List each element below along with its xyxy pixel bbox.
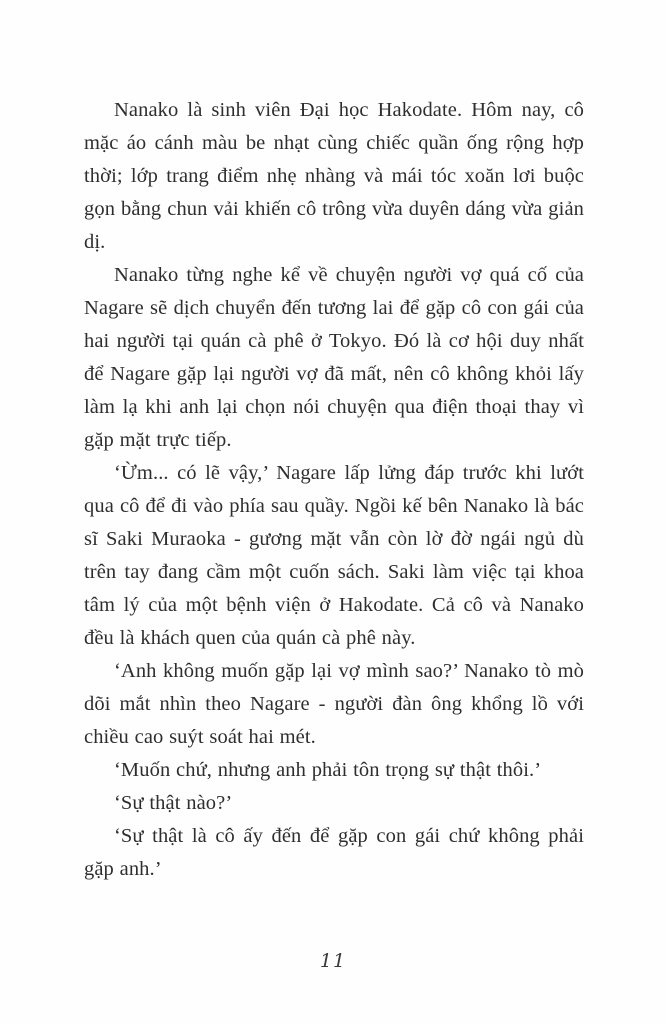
paragraph: Nanako từng nghe kể về chuyện người vợ quá cố của Nagare sẽ dịch chuyển đến tương lai để gặp cô con gái của hai người tại quán cà phê ở Tokyo. Đó là cơ hội duy nhất để Nagare gặp lại người vợ đã mất, nên cô không khỏi lấy làm lạ khi anh lại chọn nói chuyện qua điện thoại thay vì gặp mặt trực tiếp. <box>84 264 584 451</box>
paragraph: Nanako là sinh viên Đại học Hakodate. Hôm nay, cô mặc áo cánh màu be nhạt cùng chiếc quần ống rộng hợp thời; lớp trang điểm nhẹ nhàng và mái tóc xoăn lơi buộc gọn bằng chun vải khiến cô trông vừa duyên dáng vừa giản dị. <box>84 99 584 253</box>
page-text <box>84 94 584 886</box>
page-number: 11 <box>319 950 347 972</box>
paragraph: ‘Sự thật là cô ấy đến để gặp con gái chứ không phải gặp anh.’ <box>84 825 584 880</box>
paragraph: ‘Anh không muốn gặp lại vợ mình sao?’ Nanako tò mò dõi mắt nhìn theo Nagare - người đàn ông khổng lồ với chiều cao suýt soát hai mét. <box>84 660 584 748</box>
paragraph: ‘Muốn chứ, nhưng anh phải tôn trọng sự thật thôi.’ <box>114 759 542 781</box>
paragraph: ‘Ừm... có lẽ vậy,’ Nagare lấp lửng đáp trước khi lướt qua cô để đi vào phía sau quầy. Ngồi kế bên Nanako là bác sĩ Saki Muraoka - gương mặt vẫn còn lờ đờ ngái ngủ dù trên tay đang cầm một cuốn sách. Saki làm việc tại khoa tâm lý của một bệnh viện ở Hakodate. Cả cô và Nanako đều là khách quen của quán cà phê này. <box>84 462 584 649</box>
paragraph: ‘Sự thật nào?’ <box>114 792 233 814</box>
